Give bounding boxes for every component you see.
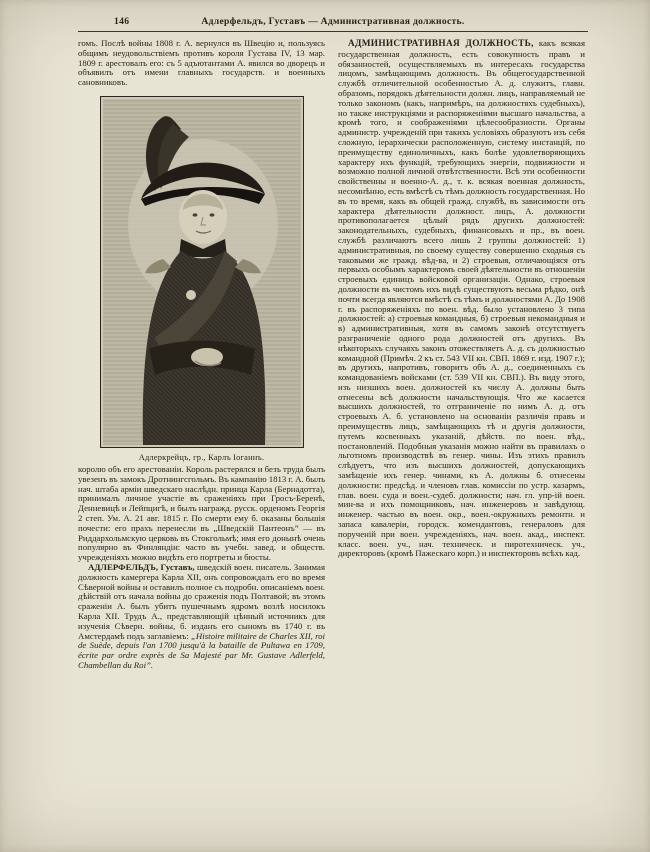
engraved-portrait-illustration xyxy=(103,99,301,445)
adlerfeld-article xyxy=(78,563,325,671)
portrait-caption: Адлеркрейцъ, гр., Карлъ Іоганнъ. xyxy=(138,452,265,462)
portrait-image xyxy=(100,96,304,448)
admin-article-title: АДМИНИСТРАТИВНАЯ ДОЛЖНОСТЬ, xyxy=(348,39,534,49)
continuation-paragraph: гомъ. Послѣ войны 1808 г. А. вернулся въ Швецію и, пользуясь общимъ неудовольствіемъ противъ короля Густава IV, 13 мар. 1809 г. арестовалъ его: съ 5 адъютантами А. явился во дворецъ и объявилъ отъ имени главныхъ государств. и военныхъ сановниковъ. xyxy=(78,38,325,88)
running-head-title: Адлерфельдъ, Густавъ — Административная должность. xyxy=(201,16,465,27)
portrait-figure xyxy=(100,96,304,462)
running-head xyxy=(78,16,588,27)
adlerfeld-article-title: АДЛЕРФЕЛЬДЪ, Густавъ, xyxy=(88,561,195,572)
header-rule xyxy=(78,31,588,32)
admin-article-text: какъ всякая государственная должность, есть совокупность правъ и обязанностей, осуществляемыхъ въ интересахъ государства лицомъ, замѣщающимъ должность. Въ общегосударственной службѣ отличительной особенностью А. д. служитъ, главн. образомъ, порядокъ дѣятельности должн. лицъ, направляемый не только закономъ (какъ, напримѣръ, на должностяхъ судебныхъ), но также инструкціями и распоряженіями высшаго начальства, а кромѣ того, и соображеніями цѣлесообразности. Органы администр. учрежденій при такихъ условіяхъ образуютъ изъ себя сложную, іерархически расположенную, систему инстанцій, по преимуществу единоличныхъ, какъ болѣе удовлетворяющихъ характеру ихъ функцій, требующихъ энергіи, подвижности и возможно полной личной отвѣтственности. Всѣ эти особенности свойственны и военно-А. д., т. к. всякая военная должность, несомнѣнно, есть вмѣстѣ съ тѣмъ должность государственная. Но въ то время, какъ въ общей гражд. службѣ, въ зависимости отъ характера дѣятельности должност. лицъ, А. должности противополагается цѣлый рядъ другихъ должностей: законодательныхъ, судебныхъ, финансовыхъ и пр., въ воен. службѣ различаютъ всего лишь 2 группы должностей: 1) административныя, по своему существу совершенно сходныя съ таковыми же гражд. вѣд-ва, и 2) строевыя, отличающіяся отъ первыхъ особымъ характеромъ своей дѣятельности въ отношеніи строевыхъ единицъ войсковой организаціи. Однако, строевыя должности въ чистомъ ихъ видѣ существуютъ весьма рѣдко, онѣ почти всегда являются вмѣстѣ съ тѣмъ и должностями А. До 1908 г. въ распоряженіяхъ по воен. вѣд. было установлено 3 типа должностей: а) строевыя командныя, б) строевыя некомандныя и в) административныя, хотя въ самомъ законѣ отсутствуетъ разграниченіе одного рода должностей отъ другихъ. Въ нѣкоторыхъ случаяхъ законъ отожествляетъ А. д. съ должностью командной (Примѣч. 2 къ ст. 543 VII кн. СВП. 1869 г. изд. 1907 г.); въ другихъ, напротивъ, говоритъ объ А. д., соединенныхъ съ командованіемъ войсками (ст. 539 VII кн. СВП.). Въ виду этого, изъ низшихъ воен. должностей къ числу А. должны быть отнесены всѣ должности начальствующія. Что же касается высшихъ должностей, то отграниченіе по нимъ А. д. отъ строевыхъ А. б. установлено на основаніи различія правъ и преимуществъ лицъ, замѣщающихъ тѣ и другія должности, путемъ косвенныхъ указаній, дѣйств. по воен. вѣд., постановленій. Подобныя указанія можно найти въ правилахъ о льготномъ производствѣ въ генер. чины. Изъ этихъ правилъ слѣдуетъ, что изъ высшихъ должностей, допускающихъ замѣщеніе ихъ генер. чинами, къ А. должны б. отнесены должности: предсѣд. и членовъ глав. комиссіи по устр. казармъ, глав. воен. суда и воен.-судеб. должности; нач. гл. упр-ій воен. мин-ва и ихъ помощниковъ, нач. инженеровъ и завѣдующ. инженер. частью въ воен. окр., воен.-окружныхъ ремонтн. и запаса кавалеріи, городск. комендантовъ, генераловъ для порученій при воен. учрежденіяхъ, нач. воен. акад., инспект. класс. воен. уч., нач. техническ. и пиротехническ. уч., директоровъ (кромѣ Пажескаго корп.) и инспекторовъ всѣхъ кад. xyxy=(338,38,585,559)
admin-article xyxy=(338,39,585,559)
right-column xyxy=(338,39,585,671)
page-number: 146 xyxy=(114,16,130,27)
adlerfeld-article-text: шведскій воен. писатель. Занимая должность камергера Карла XII, онъ сопровождалъ его во время Сѣверной войны и оставилъ полное съ подробн. описаніемъ воен. дѣйствій отъ начала войны до сраженія подъ Полтавой; въ этомъ сраженіи А. былъ убитъ пушечнымъ ядромъ возлѣ носилокъ Карла XII. Трудъ А., представляющій цѣнный источникъ для изученія Сѣверн. войны, б. изданъ его сыномъ въ 1740 г. въ Амстердамѣ подъ заглавіемъ: xyxy=(78,561,325,641)
left-column xyxy=(78,39,325,671)
adlerfeld-article-french-title: „Histoire militaire de Charles XII, roi de Suède, depuis l'an 1700 jusqu'à la bataille de Pultawa en 1709, écrite par ordre exprès de Sa Majesté par Mr. Gustave Adlerfeld, Chambellan du Roi”. xyxy=(78,630,326,670)
text-columns xyxy=(78,39,588,671)
after-portrait-paragraph: королю объ его арестованіи. Король растерялся и безъ труда былъ увезенъ въ замокъ Дротнингсгольмъ. Въ кампанію 1813 г. А. былъ нач. штаба арміи шведскаго наслѣдн. принца Карла (Бернадотта), принималъ личное участіе въ сраженіяхъ при Гросъ-Беренѣ, Денневицѣ и Лейпцигѣ, и былъ награжд. русск. орденомъ Георгія 2 степ. Ум. А. 21 авг. 1815 г. По смерти ему б. оказаны большія почести: его прахъ перенесли въ „Шведскій Пантеонъ” — въ Риддархольмскую церковь въ Стокгольмѣ; имя его донынѣ очень популярно въ Финляндіи: часто въ учебн. завед. и обществ. учрежденіяхъ можно видѣть его портреты и бюсты. xyxy=(78,463,325,563)
